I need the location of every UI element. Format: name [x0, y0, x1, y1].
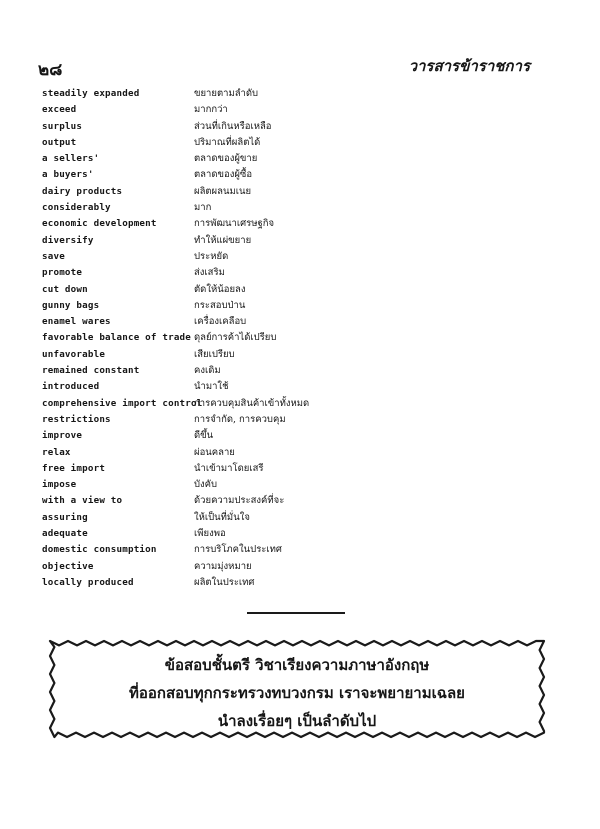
vocab-english: domestic consumption: [42, 544, 157, 556]
vocab-thai: ด้วยความประสงค์ที่จะ: [194, 495, 285, 507]
vocab-row: [42, 119, 562, 135]
vocab-row: [42, 510, 562, 526]
vocab-thai: ผลิตผลนมเนย: [194, 185, 252, 197]
vocab-thai: บังคับ: [194, 479, 218, 491]
page-number: ๒๘: [38, 60, 63, 80]
vocab-thai: มากกว่า: [194, 104, 228, 116]
vocab-english: a sellers': [42, 153, 100, 165]
vocab-row: [42, 151, 562, 167]
vocab-english: a buyers': [42, 169, 94, 181]
vocab-english: free import: [42, 462, 106, 474]
notice-box: [46, 637, 548, 741]
vocab-english: assuring: [42, 511, 88, 523]
vocab-english: output: [42, 136, 77, 148]
vocab-row: [42, 575, 562, 591]
vocab-thai: มาก: [194, 202, 212, 214]
vocab-english: enamel wares: [42, 316, 111, 328]
vocab-english: save: [42, 250, 65, 262]
vocab-row: [42, 282, 562, 298]
vocab-row: [42, 347, 562, 363]
vocab-thai: เสียเปรียบ: [194, 348, 235, 360]
vocab-row: [42, 461, 562, 477]
vocab-english: steadily expanded: [42, 88, 140, 99]
vocab-thai: ตัดให้น้อยลง: [194, 283, 246, 295]
vocab-row: [42, 396, 562, 412]
vocab-thai: ความมุ่งหมาย: [194, 560, 252, 572]
vocab-row: [42, 265, 562, 281]
vocab-thai: ประหยัด: [194, 250, 229, 262]
vocab-english: considerably: [42, 202, 111, 214]
vocab-thai: นำมาใช้: [194, 381, 229, 393]
vocab-english: economic development: [42, 218, 157, 230]
vocab-thai: เพียงพอ: [194, 528, 226, 540]
vocab-thai: การจำกัด, การควบคุม: [194, 413, 286, 425]
vocab-english: surplus: [42, 120, 83, 132]
vocab-english: impose: [42, 479, 77, 491]
vocab-row: [42, 216, 562, 232]
vocab-row: [42, 445, 562, 461]
vocab-thai: นำเข้ามาโดยเสรี: [194, 462, 264, 474]
vocab-english: comprehensive import control: [42, 397, 203, 409]
vocab-thai: ปริมาณที่ผลิตได้: [194, 136, 261, 148]
vocab-english: remained constant: [42, 365, 140, 377]
vocab-english: with a view to: [42, 495, 123, 507]
vocab-row: [42, 493, 562, 509]
vocab-thai: ส่งเสริม: [194, 267, 225, 279]
vocab-english: objective: [42, 560, 94, 572]
vocab-thai: ผลิตในประเทศ: [194, 576, 255, 588]
vocab-row: [42, 428, 562, 444]
vocab-english: promote: [42, 267, 83, 279]
vocab-thai: ตลาดของผู้ขาย: [194, 153, 258, 165]
vocab-english: relax: [42, 446, 71, 458]
vocab-english: adequate: [42, 528, 88, 540]
vocab-row: [42, 298, 562, 314]
vocab-english: restrictions: [42, 413, 111, 425]
vocab-thai: ให้เป็นที่มั่นใจ: [194, 511, 250, 523]
vocab-english: favorable balance of trade: [42, 332, 192, 344]
vocab-english: gunny bags: [42, 299, 100, 311]
vocab-thai: ดีขึ้น: [194, 430, 214, 442]
vocab-row: [42, 412, 562, 428]
vocab-thai: การควบคุมสินค้าเข้าทั้งหมด: [194, 397, 310, 409]
vocab-thai: การพัฒนาเศรษฐกิจ: [194, 218, 275, 230]
vocab-thai: ผ่อนคลาย: [194, 446, 235, 458]
vocab-english: diversify: [42, 234, 94, 246]
vocab-row: [42, 102, 562, 118]
vocab-row: [42, 314, 562, 330]
vocab-thai: ดุลย์การค้าได้เปรียบ: [194, 332, 277, 344]
vocab-row: [42, 477, 562, 493]
vocab-row: [42, 363, 562, 379]
vocab-thai: เครื่องเคลือบ: [194, 316, 247, 328]
vocab-row: [42, 542, 562, 558]
vocab-row: [42, 330, 562, 346]
vocab-row: [42, 233, 562, 249]
vocab-row: [42, 184, 562, 200]
vocabulary-list: [42, 86, 562, 591]
vocab-thai: ขยายตามลำดับ: [194, 88, 259, 99]
vocab-row: [42, 200, 562, 216]
vocab-thai: กระสอบป่าน: [194, 299, 246, 311]
notice-line: ที่ออกสอบทุกกระทรวงทบวงกรม เราจะพยายามเฉลย: [129, 684, 465, 702]
vocab-row: [42, 249, 562, 265]
notice-text: [46, 651, 548, 735]
vocab-row: [42, 379, 562, 395]
vocab-english: exceed: [42, 104, 77, 116]
vocab-english: introduced: [42, 381, 100, 393]
vocab-thai: ตลาดของผู้ซื้อ: [194, 169, 253, 181]
vocab-english: dairy products: [42, 185, 123, 197]
vocab-row: [42, 526, 562, 542]
vocab-english: improve: [42, 430, 83, 442]
vocab-english: unfavorable: [42, 348, 106, 360]
vocab-thai: ทำให้แผ่ขยาย: [194, 234, 252, 246]
vocab-thai: การบริโภคในประเทศ: [194, 544, 282, 556]
vocab-thai: ส่วนที่เกินหรือเหลือ: [194, 120, 272, 132]
vocab-english: cut down: [42, 283, 88, 295]
notice-line: ข้อสอบชั้นตรี วิชาเรียงความภาษาอังกฤษ: [164, 656, 430, 674]
vocab-row: [42, 86, 562, 102]
vocab-english: locally produced: [42, 576, 134, 588]
notice-line: นำลงเรื่อยๆ เป็นลำดับไป: [217, 712, 377, 730]
vocab-row: [42, 559, 562, 575]
vocab-row: [42, 135, 562, 151]
divider: [247, 612, 345, 614]
vocab-thai: คงเดิม: [194, 365, 221, 377]
vocab-row: [42, 167, 562, 183]
journal-title: วารสารข้าราชการ: [408, 57, 530, 75]
